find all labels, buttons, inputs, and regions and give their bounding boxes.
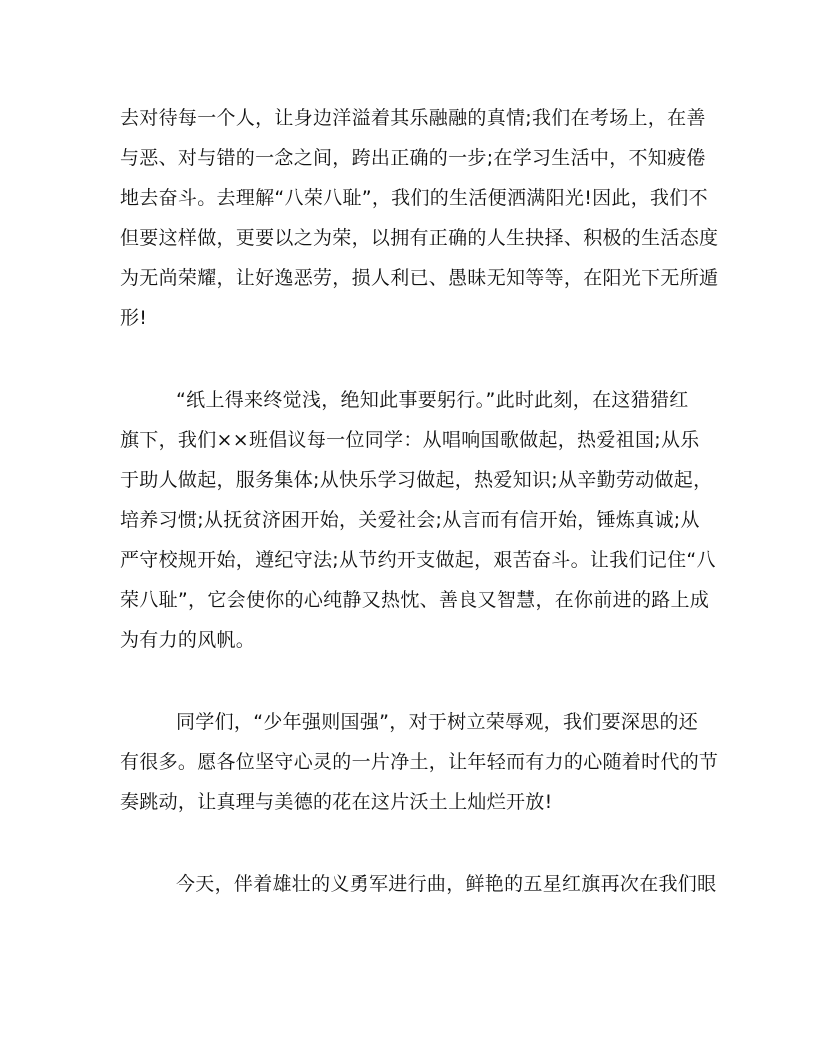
paragraph-2-line-5: 严守校规开始，遵纪守法;从节约开支做起，艰苦奋斗。让我们记住“八 [120, 549, 716, 571]
paragraph-1-line-5: 为无尚荣耀，让好逸恶劳，损人利已、愚昧无知等等，在阳光下无所遁 [120, 267, 719, 289]
paragraph-1-line-2: 与恶、对与错的一念之间，跨出正确的一步;在学习生活中，不知疲倦 [120, 147, 706, 169]
paragraph-3-line-3: 奏跳动，让真理与美德的花在这片沃土上灿烂开放! [120, 791, 553, 813]
paragraph-1-line-6: 形! [120, 307, 148, 329]
paragraph-2-line-6: 荣八耻”，它会使你的心纯静又热忱、善良又智慧，在你前进的路上成 [120, 589, 710, 611]
paragraph-3-line-1: 同学们，“少年强则国强”，对于树立荣辱观，我们要深思的还 [176, 711, 699, 733]
paragraph-1-line-3: 地去奋斗。去理解“八荣八耻”，我们的生活便洒满阳光!因此，我们不 [120, 187, 708, 209]
paragraph-4-line-1: 今天，伴着雄壮的义勇军进行曲，鲜艳的五星红旗再次在我们眼 [176, 873, 717, 895]
paragraph-3-line-2: 有很多。愿各位坚守心灵的一片净土，让年轻而有力的心随着时代的节 [120, 751, 719, 773]
paragraph-1-line-4: 但要这样做，更要以之为荣，以拥有正确的人生抉择、积极的生活态度 [120, 227, 719, 249]
paragraph-2-line-2: 旗下，我们××班倡议每一位同学：从唱响国歌做起，热爱祖国;从乐 [120, 429, 700, 451]
paragraph-2-line-7: 为有力的风帆。 [120, 629, 256, 651]
paragraph-1-line-1: 去对待每一个人，让身边洋溢着其乐融融的真情;我们在考场上，在善 [120, 107, 706, 129]
paragraph-2-line-3: 于助人做起，服务集体;从快乐学习做起，热爱知识;从辛勤劳动做起， [120, 469, 713, 491]
paragraph-2-line-4: 培养习惯;从抚贫济困开始，关爱社会;从言而有信开始，锤炼真诚;从 [120, 509, 700, 531]
paragraph-2-line-1: “纸上得来终觉浅，绝知此事要躬行。”此时此刻，在这猎猎红 [176, 389, 689, 411]
